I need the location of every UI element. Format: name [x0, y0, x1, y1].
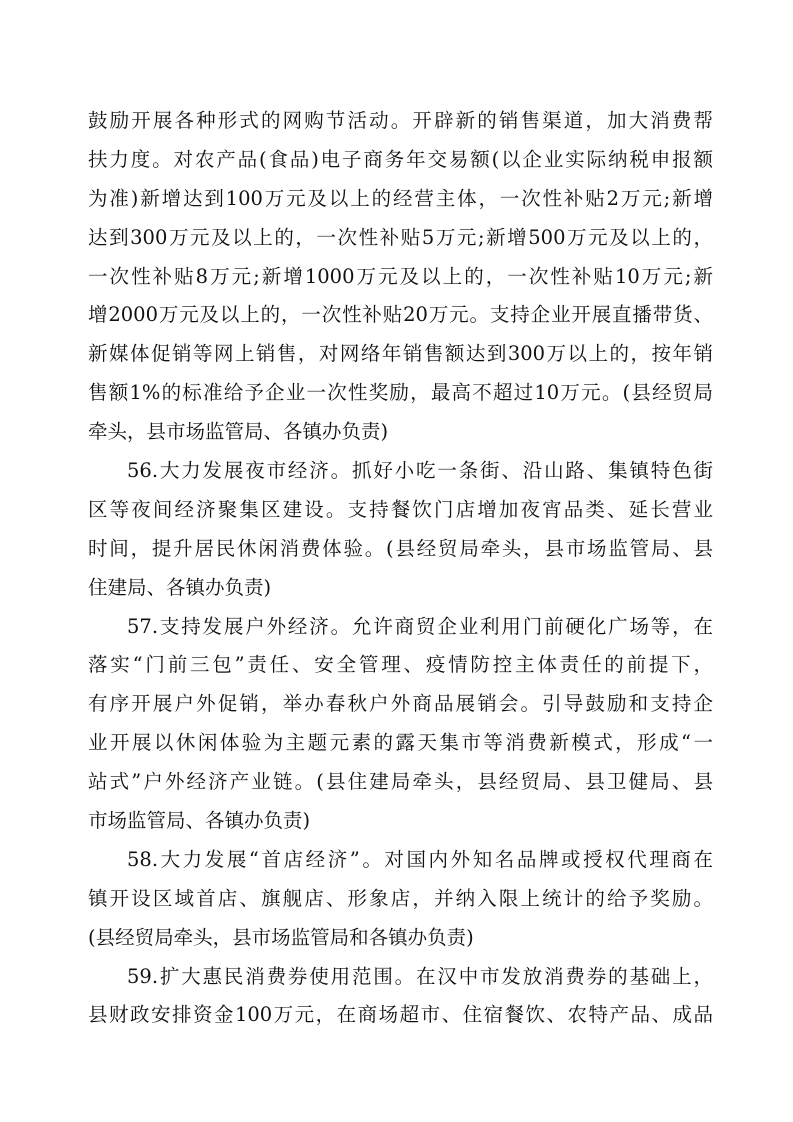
text-line: 增2000万元及以上的，一次性补贴20万元。支持企业开展直播带货、	[88, 303, 713, 327]
text-line: 56.大力发展夜市经济。抓好小吃一条街、沿山路、集镇特色街	[127, 459, 713, 483]
text-line: 一次性补贴8万元;新增1000万元及以上的，一次性补贴10万元;新	[88, 264, 713, 288]
paragraph	[88, 841, 713, 958]
text-line: 为准)新增达到100万元及以上的经营主体，一次性补贴2万元;新增	[88, 186, 713, 210]
text-line: 扶力度。对农产品(食品)电子商务年交易额(以企业实际纳税申报额	[88, 147, 713, 171]
text-line: 鼓励开展各种形式的网购节活动。开辟新的销售渠道，加大消费帮	[88, 109, 713, 132]
text-line: 镇开设区域首店、旗舰店、形象店，并纳入限上统计的给予奖励。	[88, 886, 713, 910]
text-line: 落实“门前三包”责任、安全管理、疫情防控主体责任的前提下，	[88, 653, 713, 677]
document-page	[88, 102, 713, 1035]
paragraph	[88, 608, 713, 841]
text-line: 住建局、各镇办负责)	[88, 575, 272, 599]
paragraph	[88, 958, 713, 1036]
text-line: (县经贸局牵头，县市场监管局和各镇办负责)	[88, 925, 474, 949]
text-line: 站式”户外经济产业链。(县住建局牵头，县经贸局、县卫健局、县	[88, 770, 713, 794]
text-line: 业开展以休闲体验为主题元素的露天集市等消费新模式，形成“一	[88, 731, 713, 755]
text-line: 59.扩大惠民消费券使用范围。在汉中市发放消费券的基础上，	[127, 964, 713, 988]
text-line: 县财政安排资金100万元，在商场超市、住宿餐饮、农特产品、成品	[88, 1003, 713, 1027]
paragraph	[88, 452, 713, 608]
text-line: 57.支持发展户外经济。允许商贸企业利用门前硬化广场等，在	[127, 614, 713, 638]
text-line: 58.大力发展“首店经济”。对国内外知名品牌或授权代理商在	[127, 847, 713, 871]
text-line: 有序开展户外促销，举办春秋户外商品展销会。引导鼓励和支持企	[88, 692, 713, 716]
text-line: 市场监管局、各镇办负责)	[88, 809, 311, 833]
text-line: 时间，提升居民休闲消费体验。(县经贸局牵头，县市场监管局、县	[88, 536, 713, 560]
text-line: 售额1%的标准给予企业一次性奖励，最高不超过10万元。(县经贸局	[88, 381, 713, 405]
text-line: 新媒体促销等网上销售，对网络年销售额达到300万以上的，按年销	[88, 342, 713, 366]
text-line: 牵头，县市场监管局、各镇办负责)	[88, 420, 389, 444]
text-line: 达到300万元及以上的，一次性补贴5万元;新增500万元及以上的，	[88, 225, 713, 249]
paragraph	[88, 102, 713, 452]
text-line: 区等夜间经济聚集区建设。支持餐饮门店增加夜宵品类、延长营业	[88, 497, 713, 521]
